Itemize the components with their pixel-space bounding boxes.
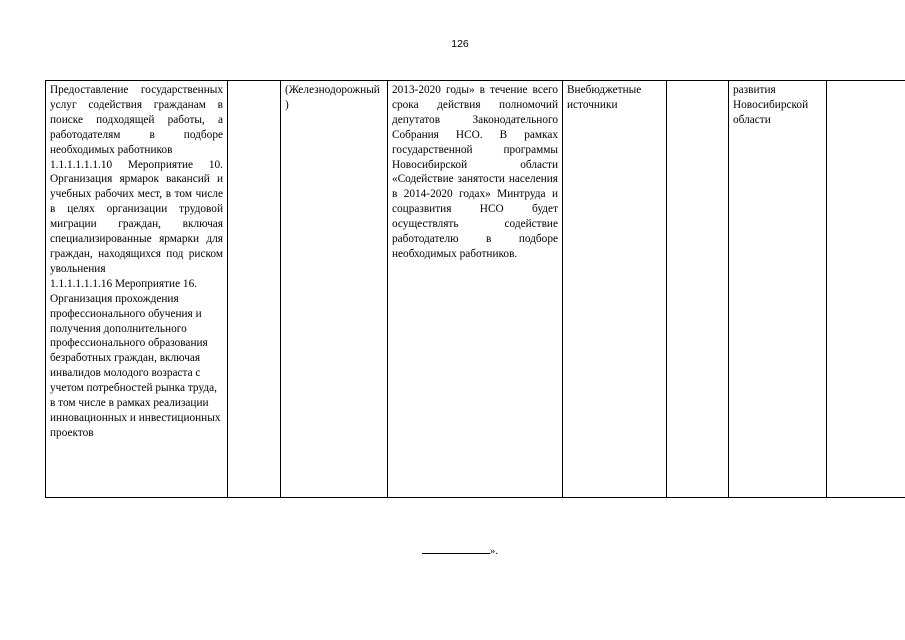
cell-responsible — [729, 81, 827, 498]
document-table — [45, 80, 905, 498]
responsible-text: развития Новосибирской области — [733, 84, 809, 126]
page-number: 126 — [451, 38, 469, 50]
cell-district — [281, 81, 388, 498]
cell-period-description — [388, 81, 563, 498]
closing-quote: ». — [489, 545, 499, 557]
cell-activity — [46, 81, 228, 498]
cell-empty-6 — [667, 81, 729, 498]
cell-funding-source — [563, 81, 667, 498]
activity-text-general: Предоставление государственных услуг содействия гражданам в поиске подходящей работы, а работодателям в подборе необходимых работников — [50, 84, 223, 156]
cell-empty-2 — [228, 81, 281, 498]
funding-source-text: Внебюджетные источники — [567, 84, 642, 111]
closing-line — [0, 544, 905, 557]
activity-text-measure-10: 1.1.1.1.1.1.10 Мероприятие 10. Организация ярмарок вакансий и учебных рабочих мест, в том числе в целях организации трудовой миграции граждан, включая специализированные ярмарки для граждан, находящихся под риском увольнения — [50, 158, 223, 275]
district-text: (Железнодорожный) — [285, 84, 380, 111]
period-description-text: 2013-2020 годы» в течение всего срока действия полномочий депутатов Законодательного Собрания НСО. В рамках государственной программы Новосибирской области «Содействие занятости населения в 2014-2020 годах» Минтруда и соцразвития НСО будет осуществлять содействие работодателю в подборе необходимых работников. — [392, 84, 558, 260]
signature-underline — [422, 544, 490, 554]
table-row — [46, 81, 905, 498]
activity-text-measure-16: 1.1.1.1.1.1.16 Мероприятие 16. Организация прохождения профессионального обучения и получения дополнительного профессионального образования безработных граждан, включая инвалидов молодого возраста с учетом потребностей рынка труда, в том числе в рамках реализации инновационных и инвестиционных проектов — [50, 277, 221, 439]
cell-empty-8 — [827, 81, 905, 498]
